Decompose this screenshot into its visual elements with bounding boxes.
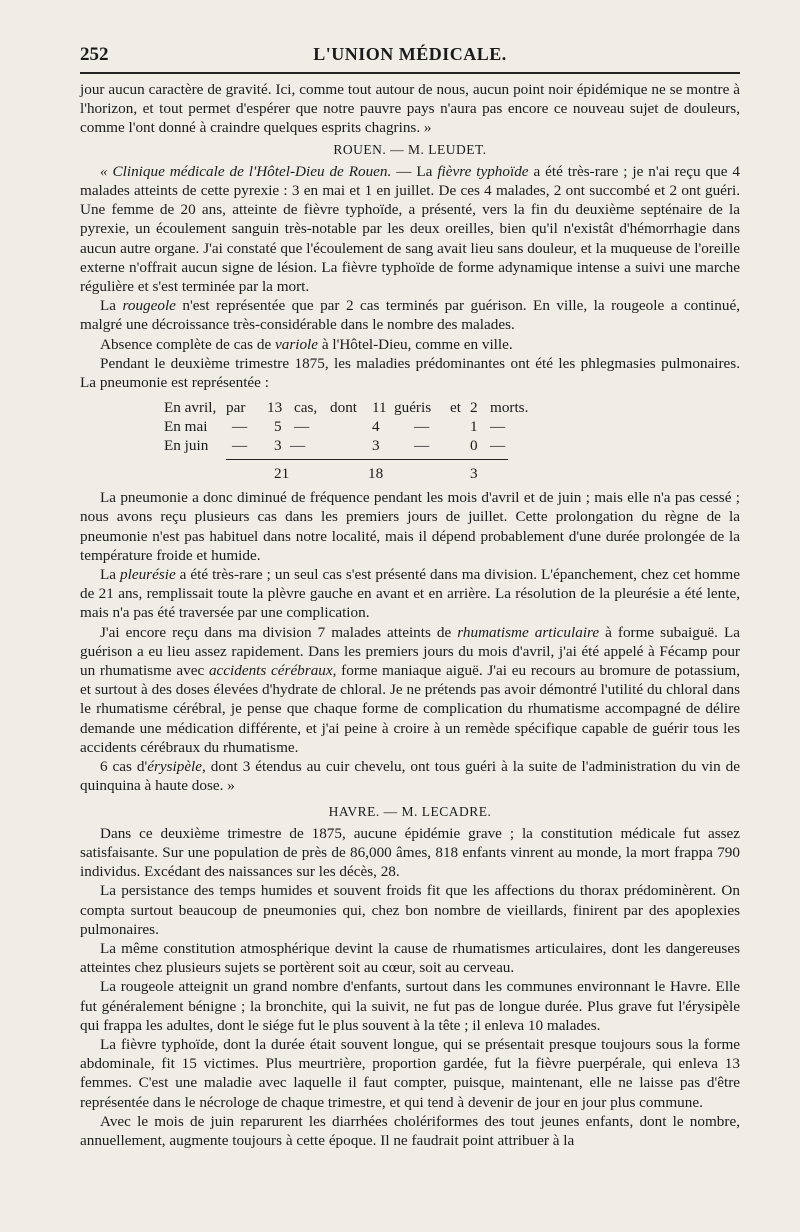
cell: — — [232, 418, 248, 436]
section-heading-rouen: ROUEN. — M. LEUDET. — [333, 141, 487, 157]
cell: et — [450, 399, 461, 417]
rouen-p7-text: forme maniaque aiguë. J'ai eu recours au bromure de potassium, et surtout à des doses élevées d'hydrate de chloral. Je ne prétends pas avoir démontré l'utilité du chloral dans le rhumatisme cérébral, je pense que chaque forme de complication du rhumatisme accompagné de délire demande une médication différente, et j'ai peine à croire à un remède spécifique capable de guérir tous les accidents cérébraux du rhumatisme. — [80, 662, 741, 756]
havre-paragraph-5: La fièvre typhoïde, dont la durée était souvent longue, qui se présentait presque toujours sous la forme abdominale, fit 15 victimes. Plus meurtrière, proportion gardée, fut la fièvre puerpérale, qui enleva 13 femmes. C'est une maladie avec laquelle il faut compter, puisque, maintenant, elle ne laisse pas d'être représentée dans le nécrologe de chaque trimestre, et qui tend à devenir de jour en jour plus commune. — [80, 1035, 740, 1111]
row-label: En avril, — [164, 399, 217, 417]
havre-paragraph-4: La rougeole atteignit un grand nombre d'enfants, surtout dans les communes environnant le Havre. Elle fut généralement bénigne ; la bronchite, qui la suivit, ne fut pas de longue durée. Plus grave fut l'érysipèle qui frappa les adultes, dont le siége fut le plus souvent à la tête ; il enleva 10 malades. — [80, 978, 740, 1034]
term-pleuresie: pleurésie — [120, 566, 176, 584]
table-row — [164, 417, 524, 436]
rouen-p2-text: n'est représentée que par 2 cas terminés par guérison. En ville, la rougeole a continué, malgré une décroissance très-considérable dans le nombre des malades. — [80, 297, 740, 334]
page-number: 252 — [80, 44, 109, 65]
p8-lead: 6 cas d' — [100, 758, 148, 776]
intro-paragraph: jour aucun caractère de gravité. Ici, comme tout autour de nous, aucun point noir épidémique ne se montre à l'horizon, et tout permet d'espérer que notre pauvre pays n'aura pas encore ce nouveau sujet de douleurs, comme l'ont donné à craindre quelques esprits chagrins. » — [80, 81, 740, 137]
cell-cases: 3 — [274, 437, 282, 455]
term-erysipele: érysipèle, — [147, 758, 206, 776]
cell-cured: 11 — [372, 399, 387, 417]
cell: — — [290, 437, 306, 455]
cell: guéris — [394, 399, 432, 417]
term-variole: variole — [275, 335, 319, 353]
cell-deaths: 0 — [470, 437, 478, 455]
term-rhumatisme: rhumatisme articulaire — [457, 623, 600, 641]
rouen-paragraph-4: Pendant le deuxième trimestre 1875, les maladies prédominantes ont été les phlegmasies pulmonaires. La pneumonie est représentée : — [80, 354, 740, 392]
table-rule — [226, 459, 508, 460]
rouen-p1-text: a été très-rare ; je n'ai reçu que 4 malades atteints de cette pyrexie : 3 en mai et 1 en juillet. De ces 4 malades, 2 ont succombé et 2 ont guéri. Une femme de 20 ans, atteinte de fièvre typhoïde, a présenté, vers la fin du deuxième septénaire de la pyrexie, un écoulement sanguin très-notable par les deux oreilles, bien qu'il n'existât d'hémorrhagie dans aucun autre organe. J'ai constaté que l'écoulement de sang avait lieu sans douleur, et la muqueuse de l'oreille externe n'offrait aucun signe de lésion. La fièvre typhoïde de forme adynamique intense a suivi une marche régulière et s'est terminée par la mort. — [80, 162, 741, 296]
row-label: En mai — [164, 418, 208, 436]
havre-paragraph-1: Dans ce deuxième trimestre de 1875, aucune épidémie grave ; la constitution médicale fut assez satisfaisante. Sur une population de près de 86,000 âmes, 818 enfants vinrent au monde, la mort frappa 790 individus. Excédant des naissances sur les décès, 28. — [80, 824, 740, 881]
p3-lead: Absence complète de cas de — [100, 335, 275, 353]
row-label: En juin — [164, 437, 209, 455]
cell: — — [490, 418, 506, 436]
rouen-paragraph-7 — [80, 623, 740, 757]
cell: par — [226, 399, 246, 417]
cell: — — [490, 437, 506, 455]
table-row — [164, 398, 529, 417]
clinic-title: « Clinique médicale de l'Hôtel-Dieu de Rouen. — [100, 162, 392, 180]
cell-cured: 3 — [372, 437, 380, 455]
cell: — — [414, 418, 430, 436]
p7-lead: J'ai encore reçu dans ma division 7 malades atteints de — [100, 623, 458, 641]
total-deaths: 3 — [470, 465, 478, 483]
p2-lead: La — [100, 297, 123, 315]
rouen-paragraph-1 — [80, 162, 740, 296]
table-row — [164, 436, 524, 455]
term-typhoid: fièvre typhoïde — [437, 162, 529, 180]
term-accidents: accidents cérébraux, — [208, 662, 337, 680]
rouen-paragraph-2 — [80, 296, 740, 334]
running-header — [80, 38, 740, 74]
total-cases: 21 — [274, 465, 290, 483]
rouen-p3-text: à l'Hôtel-Dieu, comme en ville. — [318, 335, 513, 353]
cell-cases: 5 — [274, 418, 282, 436]
pneumonia-table — [164, 398, 529, 484]
total-cured: 18 — [368, 465, 384, 483]
rouen-p6-text: a été très-rare ; un seul cas s'est présenté dans ma division. L'épanchement, chez cet homme de 21 ans, remplissait toute la plèvre gauche en avant et en arrière. La résolution de la pleurésie a été lente, mais n'a pas été traversée par une complication. — [80, 566, 740, 622]
cell: dont — [330, 399, 358, 417]
rouen-paragraph-6 — [80, 565, 740, 623]
havre-paragraph-2: La persistance des temps humides et souvent froids fit que les affections du thorax prédominèrent. On compta surtout beaucoup de pneumonies qui, chez bon nombre de vieillards, finirent par des apoplexies pulmonaires. — [80, 882, 740, 938]
header-rule — [80, 72, 740, 74]
rouen-p8-text: dont 3 étendus au cuir chevelu, ont tous guéri à la suite de l'administration du vin de quinquina à haute dose. » — [80, 758, 740, 795]
rouen-paragraph-3 — [80, 335, 740, 354]
cell: morts. — [490, 399, 529, 417]
cell: — — [414, 437, 430, 455]
section-heading-havre: HAVRE. — M. LECADRE. — [328, 803, 492, 819]
havre-paragraph-3: La même constitution atmosphérique devint la cause de rhumatismes articulaires, dont les dangereuses atteintes chez plusieurs sujets se portèrent soit au cœur, soit au cerveau. — [80, 939, 740, 977]
cell: cas, — [294, 399, 318, 417]
p6-lead: La — [100, 566, 121, 584]
cell-cases: 13 — [267, 399, 283, 417]
term-rougeole: rougeole — [122, 297, 176, 315]
table-totals-row — [164, 464, 524, 484]
rouen-paragraph-8 — [80, 757, 740, 795]
cell-deaths: 2 — [470, 399, 478, 417]
article-body — [80, 80, 740, 1150]
p7-middle: à forme subaiguë. La guérison a eu lieu assez rapidement. Dans les premiers jours du mois d'avril, j'ai été appelé à Fécamp pour un rhumatisme avec — [80, 623, 740, 680]
journal-title: L'UNION MÉDICALE. — [313, 44, 507, 64]
cell: — — [294, 418, 310, 436]
cell-deaths: 1 — [470, 418, 478, 436]
cell-cured: 4 — [372, 418, 380, 436]
rouen-paragraph-5: La pneumonie a donc diminué de fréquence pendant les mois d'avril et de juin ; mais elle n'a pas cessé ; nous avons reçu plusieurs cas dans les premiers jours de juillet. Cette prolongation du règne de la pneumonie n'est pas habituel dans notre localité, mais il dépend probablement d'une durée prolongée de la température froide et humide. — [80, 489, 740, 564]
havre-paragraph-6: Avec le mois de juin reparurent les diarrhées cholériformes des tout jeunes enfants, dont le nombre, annuellement, augmente toujours à cette époque. Il ne faudrait point attribuer à la — [80, 1112, 740, 1149]
cell: — — [232, 437, 248, 455]
dash-text: — La — [391, 162, 438, 180]
